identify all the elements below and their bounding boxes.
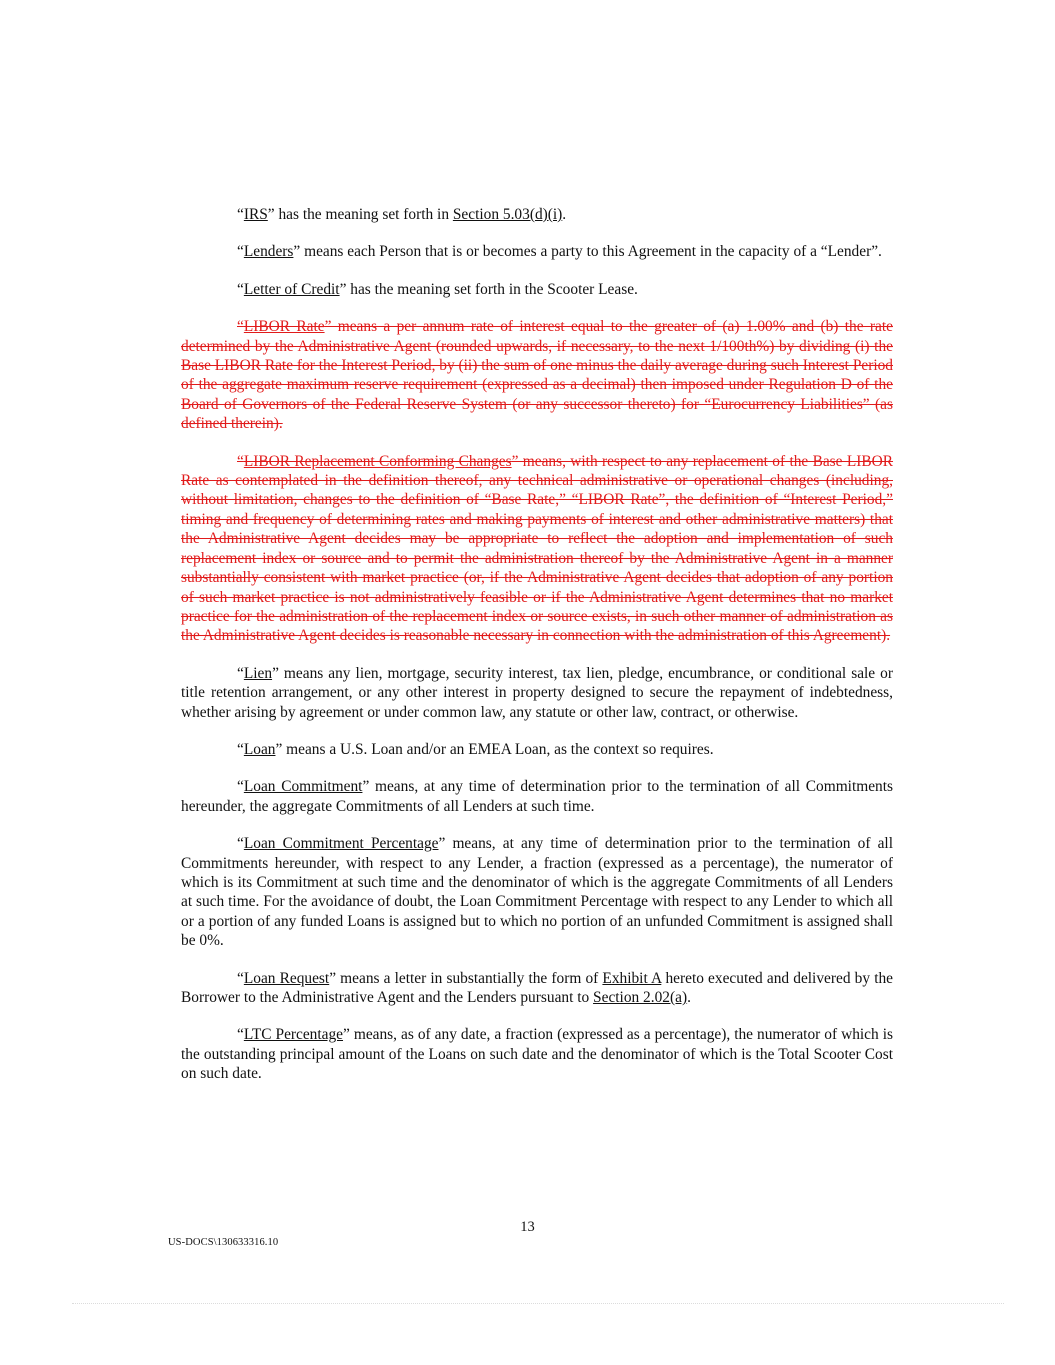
underlined-term: Lenders: [243, 243, 294, 261]
definition-text: “: [237, 280, 244, 298]
definition-text: “: [237, 1026, 244, 1044]
definition-text: ” means each Person that is or becomes a party to this Agreement in the capacity of a “Lender”.: [293, 243, 882, 261]
underlined-term: LTC Percentage: [243, 1026, 344, 1044]
definition-loan-commitment-percentage: [181, 834, 893, 950]
definition-loan: [181, 740, 893, 759]
definition-text: .: [687, 989, 691, 1006]
definition-text: “: [237, 664, 244, 682]
underlined-term: IRS: [243, 206, 268, 223]
definition-ltc-percentage: [181, 1025, 893, 1083]
definition-text: ” means, as of any date, a fraction (expressed as a percentage), the numerator of which is the outstanding principal amount of the Loans on such date and the denominator of which is the Total Scooter Cost on such date.: [181, 1026, 893, 1083]
definitions-body: [181, 205, 893, 1102]
definition-lenders: [181, 242, 893, 261]
underlined-term: Lien: [243, 664, 273, 682]
underlined-term: LIBOR Replacement Conforming Changes: [243, 452, 512, 470]
definition-text: “: [237, 318, 244, 336]
definition-text: ” means, with respect to any replacement of the Base LIBOR Rate as contemplated in the definition thereof, any technical administrative or operational changes (including, without limitation, changes to the definition of “Base Rate,” “LIBOR Rate”, the definition of “Interest Period,” timing and frequency of determining rates and making payments of interest and other administrative matters) that the Administrative Agent decides may be appropriate to reflect the adoption and implementation of such replacement index or source and to permit the administration thereof by the Administrative Agent in a manner substantially consistent with market practice (or, if the Administrative Agent decides that adoption of any portion of such market practice is not administratively feasible or if the Administrative Agent determines that no market practice for the administration of the replacement index or source exists, in such other manner of administration as the Administrative Agent decides is reasonable necessary in connection with the administration of this Agreement).: [181, 452, 894, 645]
definition-text: ” means a per annum rate of interest equal to the greater of (a) 1.00% and (b) the rate determined by the Administrative Agent (rounded upwards, if necessary, to the next 1/100th%) by dividing (i) the Base LIBOR Rate for the Interest Period, by (ii) the sum of one minus the daily average during such Interest Period of the aggregate maximum reserve requirement (expressed as a decimal) then imposed under Regulation D of the Board of Governors of the Federal Reserve System (or any successor thereto) for “Eurocurrency Liabilities” (as defined therein).: [181, 318, 893, 433]
definition-text: hereto executed and delivered by the Borrower to the Administrative Agent and the Lenders pursuant to: [181, 969, 893, 1006]
underlined-term: Section 5.03(d)(i): [452, 206, 563, 223]
definition-libor-rate-deleted: [181, 317, 893, 433]
definition-text: ” means, at any time of determination prior to the termination of all Commitments hereunder, with respect to any Lender, a fraction (expressed as a percentage), the numerator of which is its Commitment at such time and the denominator of which is the aggregate Commitments of all Lenders at such time. For the avoidance of doubt, the Loan Commitment Percentage with respect to any Lender to which all or a portion of any funded Loans is assigned but to which no portion of an unfunded Commitment is assigned shall be 0%.: [181, 835, 893, 950]
definition-text: ” means, at any time of determination prior to the termination of all Commitments hereunder, the aggregate Commitments of all Lenders at such time.: [181, 778, 894, 815]
definition-letter-of-credit: [181, 280, 893, 299]
definition-text: ” has the meaning set forth in: [267, 206, 453, 223]
underlined-term: Letter of Credit: [243, 280, 340, 298]
definition-text: “: [237, 740, 244, 758]
underlined-term: LIBOR Rate: [243, 318, 325, 336]
underlined-term: Loan: [243, 740, 276, 758]
definition-text: ” means a letter in substantially the form of: [329, 969, 603, 987]
underlined-term: Loan Commitment: [243, 778, 363, 796]
page-number: 13: [520, 1219, 535, 1235]
underlined-term: Exhibit A: [602, 969, 662, 987]
definition-text: “: [237, 206, 244, 223]
definition-text: .: [562, 206, 567, 223]
definition-loan-commitment: [181, 777, 893, 816]
definition-lien: [181, 664, 893, 722]
definition-loan-request: [181, 969, 893, 1008]
underlined-term: Section 2.02(a): [593, 989, 688, 1006]
definition-text: “: [237, 835, 244, 853]
definition-text: “: [237, 969, 244, 987]
definition-text: ” means any lien, mortgage, security interest, tax lien, pledge, encumbrance, or conditional sale or title retention arrangement, or any other interest in property designed to secure the repayment of indebtedness, whether arising by agreement or under common law, any statute or other law, contract, or otherwise.: [181, 664, 893, 721]
definition-text: ” has the meaning set forth in the Scooter Lease.: [339, 280, 638, 298]
definition-text: ” means a U.S. Loan and/or an EMEA Loan, as the context so requires.: [275, 740, 714, 758]
underlined-term: Loan Commitment Percentage: [243, 835, 439, 853]
underlined-term: Loan Request: [243, 969, 330, 987]
definition-irs: [181, 205, 893, 224]
definition-text: “: [237, 778, 244, 796]
definition-libor-replacement-conforming-changes-deleted: [181, 452, 893, 646]
definition-text: “: [237, 452, 244, 470]
definition-text: “: [237, 243, 244, 261]
document-id: US-DOCS\130633316.10: [168, 1237, 279, 1248]
page-bottom-edge: [72, 1303, 1004, 1304]
